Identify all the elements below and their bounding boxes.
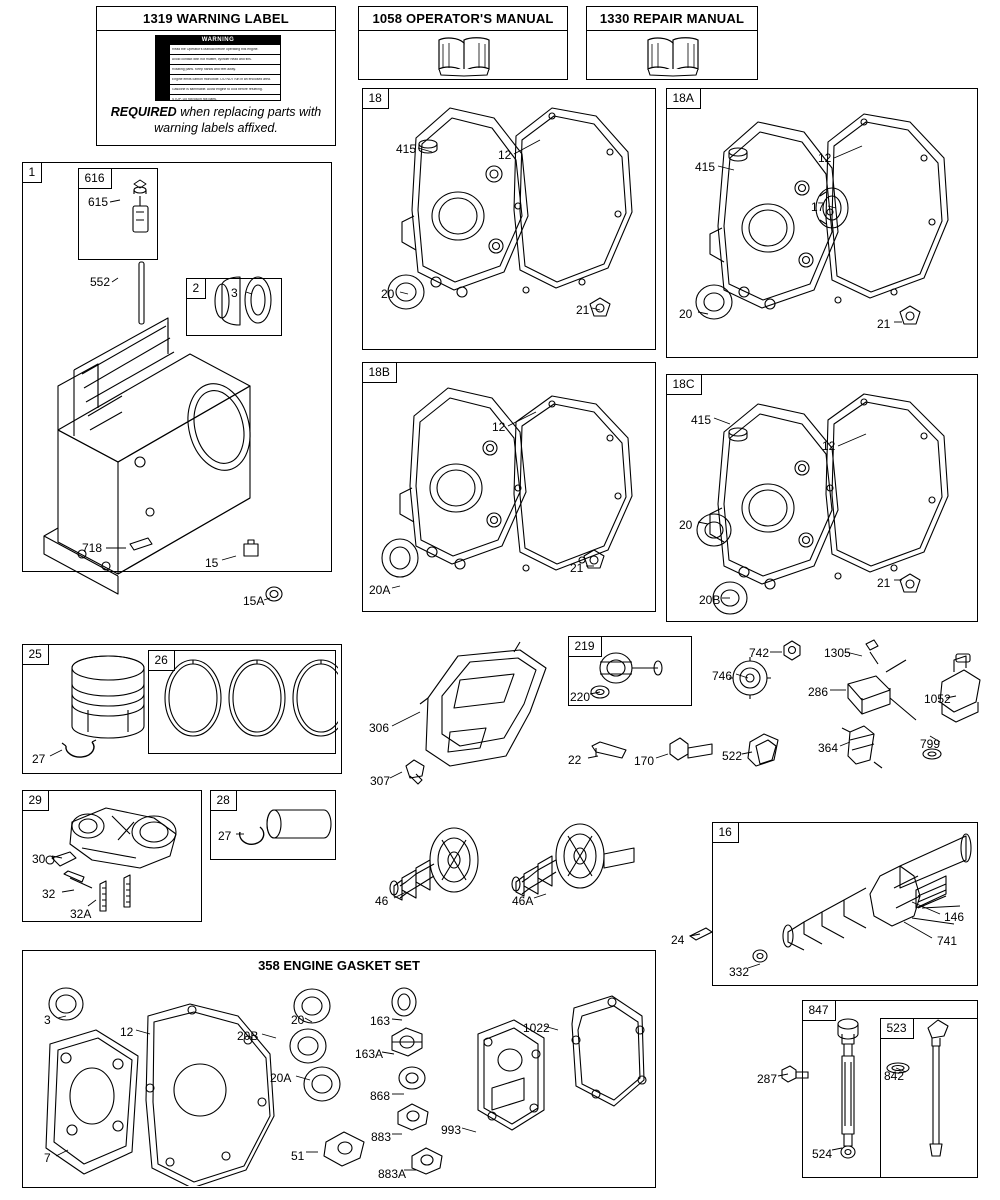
callout-883: 883 xyxy=(371,1130,392,1144)
panel-label-616: 616 xyxy=(78,168,112,189)
callout-364: 364 xyxy=(818,741,839,755)
callout-332: 332 xyxy=(729,965,750,979)
callout-799: 799 xyxy=(920,737,941,751)
callout-1305: 1305 xyxy=(824,646,851,660)
callout-718: 718 xyxy=(82,541,103,555)
callout-20A-gasket: 20A xyxy=(270,1071,292,1085)
callout-15A: 15A xyxy=(243,594,265,608)
warning-decal-row: Engine emits carbon monoxide. DO NOT run in an enclosed area. xyxy=(156,74,280,84)
callout-46A: 46A xyxy=(512,894,534,908)
callout-17-18A: 17 xyxy=(811,200,825,214)
panel-label-18A: 18A xyxy=(666,88,701,109)
callout-12-18C: 12 xyxy=(822,439,836,453)
panel-label-18C: 18C xyxy=(666,374,702,395)
callout-1022: 1022 xyxy=(523,1021,550,1035)
callout-24: 24 xyxy=(671,933,685,947)
callout-20-18: 20 xyxy=(381,287,395,301)
callout-21-18B: 21 xyxy=(570,561,584,575)
panel-label-1: 1 xyxy=(22,162,43,183)
callout-27-28: 27 xyxy=(218,829,232,843)
callout-12-18A: 12 xyxy=(818,151,832,165)
callout-3: 3 xyxy=(231,286,238,300)
callout-307: 307 xyxy=(370,774,391,788)
panel-label-18B: 18B xyxy=(362,362,397,383)
warning-decal-row: STOP. Do not touch hot parts. xyxy=(156,94,280,101)
callout-20-gasket: 20 xyxy=(291,1013,305,1027)
callout-415-18: 415 xyxy=(396,142,417,156)
callout-12-18B: 12 xyxy=(492,420,506,434)
warning-decal-heading: WARNING xyxy=(156,36,280,44)
gasket-set-title: 358 ENGINE GASKET SET xyxy=(258,958,420,973)
repair-manual-title: 1330 REPAIR MANUAL xyxy=(587,7,757,31)
callout-3-gasket: 3 xyxy=(44,1013,51,1027)
panel-label-2: 2 xyxy=(186,278,207,299)
callout-746: 746 xyxy=(712,669,733,683)
callout-220: 220 xyxy=(570,690,591,704)
callout-20-18C: 20 xyxy=(679,518,693,532)
callout-30: 30 xyxy=(32,852,46,866)
callout-524: 524 xyxy=(812,1147,833,1161)
callout-741: 741 xyxy=(937,934,958,948)
callout-163A: 163A xyxy=(355,1047,384,1061)
warning-decal-row: Gasoline is flammable. Allow engine to cool before refueling. xyxy=(156,84,280,94)
callout-15: 15 xyxy=(205,556,219,570)
panel-label-847: 847 xyxy=(802,1000,836,1021)
callout-12-18: 12 xyxy=(498,148,512,162)
callout-286: 286 xyxy=(808,685,829,699)
callout-552: 552 xyxy=(90,275,111,289)
callout-883A: 883A xyxy=(378,1167,407,1181)
callout-287: 287 xyxy=(757,1072,778,1086)
warning-decal-row: Read the Operator's Manual before operating this engine. xyxy=(156,44,280,54)
callout-163: 163 xyxy=(370,1014,391,1028)
warning-label-title: 1319 WARNING LABEL xyxy=(97,7,335,31)
callout-306: 306 xyxy=(369,721,390,735)
callout-615: 615 xyxy=(88,195,109,209)
callout-51: 51 xyxy=(291,1149,305,1163)
callout-27-25: 27 xyxy=(32,752,46,766)
callout-12-gasket: 12 xyxy=(120,1025,134,1039)
panel-label-26: 26 xyxy=(148,650,175,671)
callout-415-18A: 415 xyxy=(695,160,716,174)
callout-21-18: 21 xyxy=(576,303,590,317)
panel-label-523: 523 xyxy=(880,1018,914,1039)
panel-label-219: 219 xyxy=(568,636,602,657)
callout-20-18A: 20 xyxy=(679,307,693,321)
callout-522: 522 xyxy=(722,749,743,763)
panel-label-28: 28 xyxy=(210,790,237,811)
operators-manual-title: 1058 OPERATOR'S MANUAL xyxy=(359,7,567,31)
callout-842: 842 xyxy=(884,1069,905,1083)
callout-146: 146 xyxy=(944,910,965,924)
callout-21-18C: 21 xyxy=(877,576,891,590)
panel-label-16: 16 xyxy=(712,822,739,843)
warning-decal-row: Avoid contact with hot muffler, cylinder head and fins. xyxy=(156,54,280,64)
callout-20B-gasket: 20B xyxy=(237,1029,259,1043)
callout-7: 7 xyxy=(44,1151,51,1165)
panel-label-29: 29 xyxy=(22,790,49,811)
callout-415-18C: 415 xyxy=(691,413,712,427)
warning-label-note: REQUIRED when replacing parts with warning labels affixed. xyxy=(110,105,322,135)
callout-993: 993 xyxy=(441,1123,462,1137)
callout-170: 170 xyxy=(634,754,655,768)
callout-20A-18B: 20A xyxy=(369,583,391,597)
callout-742: 742 xyxy=(749,646,770,660)
panel-label-25: 25 xyxy=(22,644,49,665)
callout-868: 868 xyxy=(370,1089,391,1103)
callout-20B-18C: 20B xyxy=(699,593,721,607)
callout-32: 32 xyxy=(42,887,56,901)
panel-label-18: 18 xyxy=(362,88,389,109)
callout-21-18A: 21 xyxy=(877,317,891,331)
warning-decal-row: Rotating parts. Keep hands and feet away. xyxy=(156,64,280,74)
callout-46: 46 xyxy=(375,894,389,908)
callout-1052: 1052 xyxy=(924,692,951,706)
callout-32A: 32A xyxy=(70,907,92,921)
callout-22: 22 xyxy=(568,753,582,767)
